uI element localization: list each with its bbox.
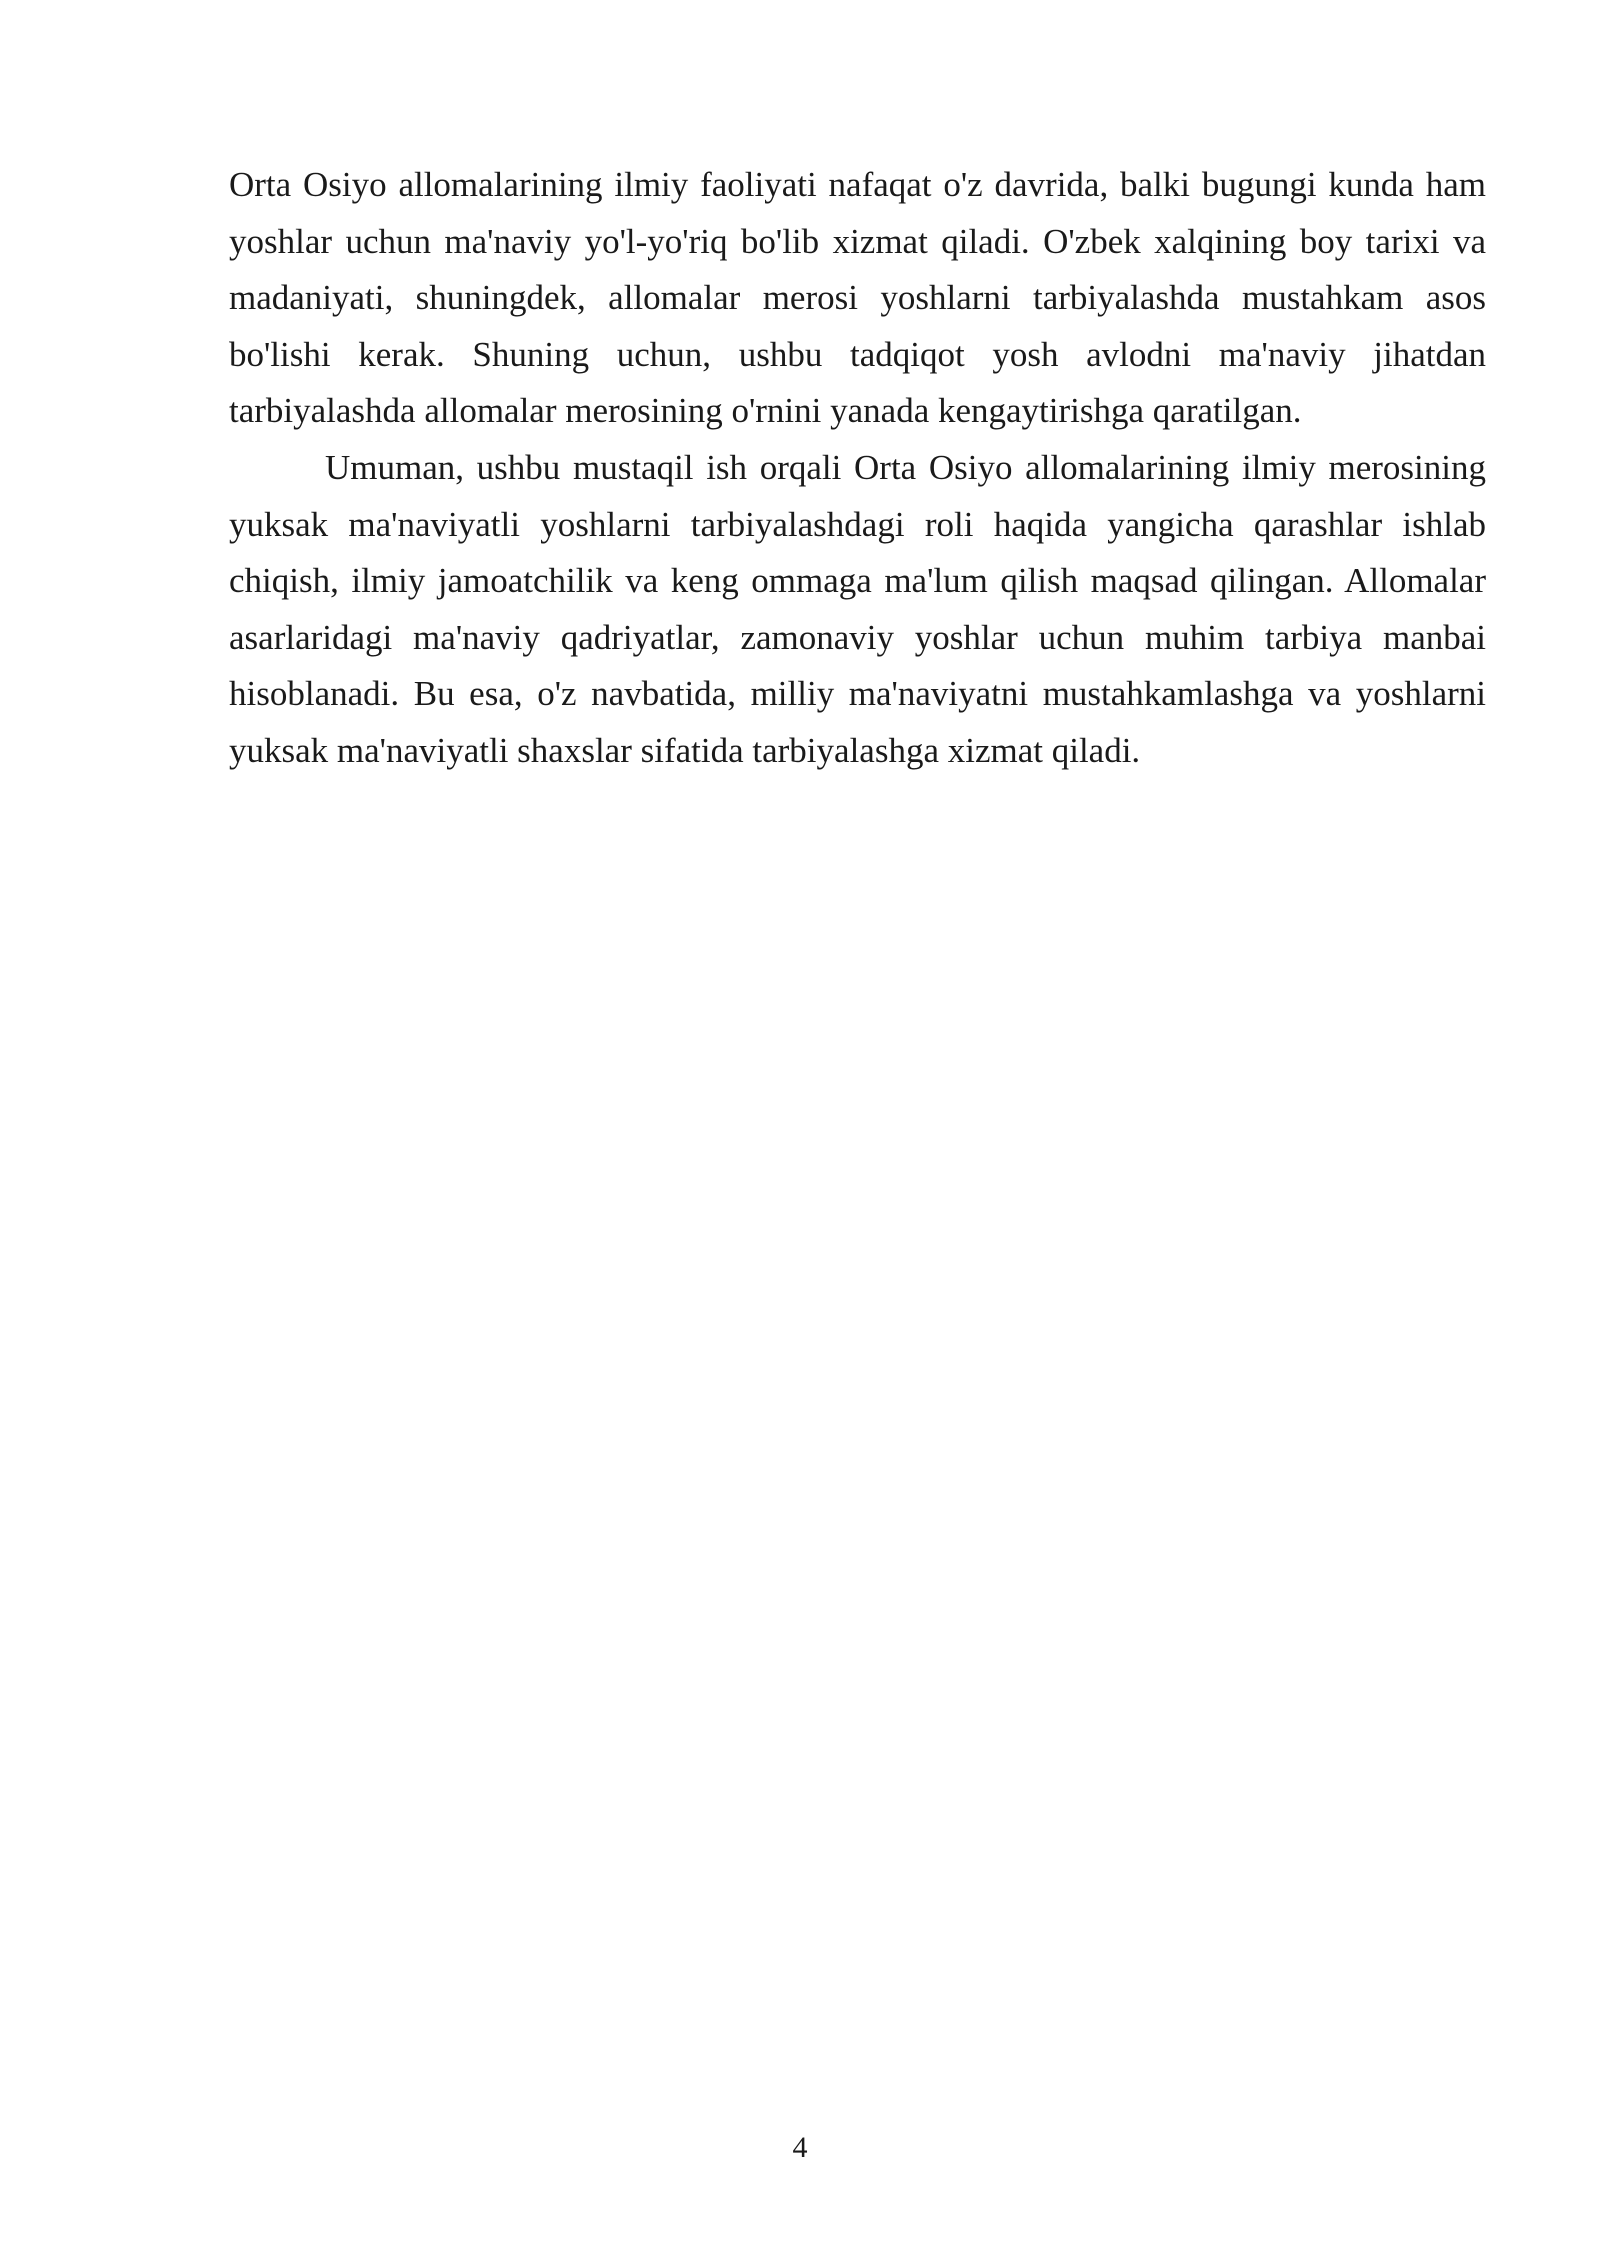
paragraph-2: Umuman, ushbu mustaqil ish orqali Orta Osiyo allomalarining ilmiy merosining yuksak ma'naviyatli yoshlarni tarbiyalashdagi roli haqida yangicha qarashlar ishlab chiqish, ilmiy jamoatchilik va keng ommaga ma'lum qilish maqsad qilingan. Allomalar asarlaridagi ma'naviy qadriyatlar, zamonaviy yoshlar uchun muhim tarbiya manbai hisoblanadi. Bu esa, o'z navbatida, milliy ma'naviyatni mustahkamlashga va yoshlarni yuksak ma'naviyatli shaxslar sifatida tarbiyalashga xizmat qiladi.	[229, 447, 1486, 770]
page-number: 4	[792, 2131, 808, 2164]
paragraph-1: Orta Osiyo allomalarining ilmiy faoliyati nafaqat o'z davrida, balki bugungi kunda ham yoshlar uchun ma'naviy yo'l-yo'riq bo'lib xizmat qiladi. O'zbek xalqining boy tarixi va madaniyati, shuningdek, allomalar merosi yoshlarni tarbiyalashda mustahkam asos bo'lishi kerak. Shuning uchun, ushbu tadqiqot yosh avlodni ma'naviy jihatdan tarbiyalashda allomalar merosining o'rnini yanada kengaytirishga qaratilgan.	[229, 165, 1486, 431]
body-text	[229, 157, 1486, 780]
